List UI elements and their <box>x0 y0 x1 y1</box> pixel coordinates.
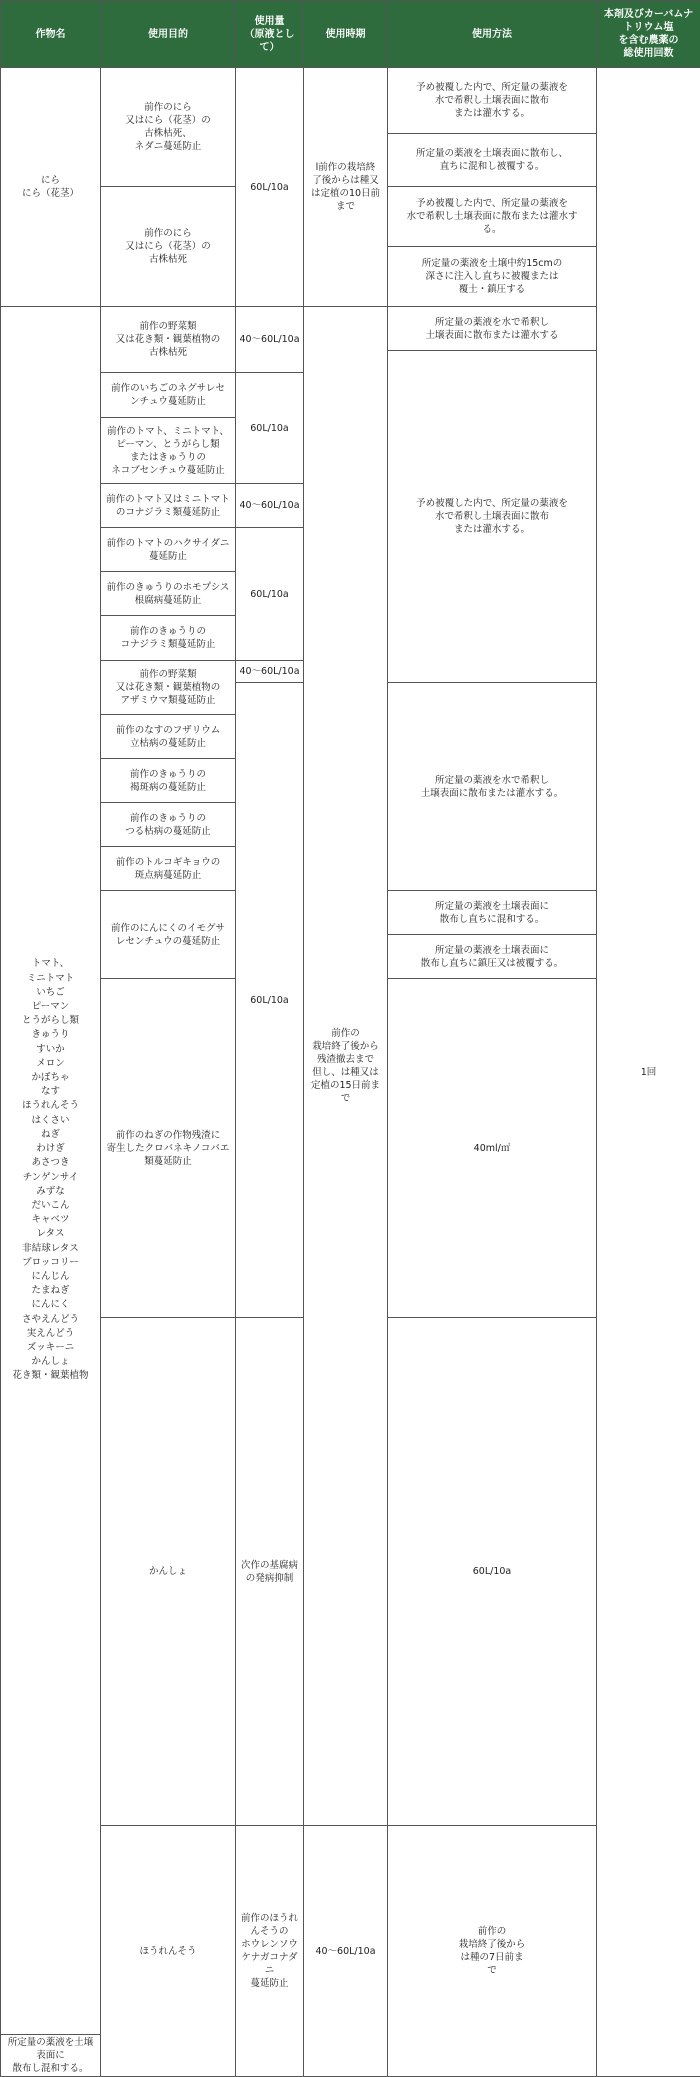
amount-cell: 60L/10a <box>236 683 304 1318</box>
amount-cell: 40～60L/10a <box>236 661 304 683</box>
timing-cell: 前作の 栽培終了後から は種の7日前ま で <box>388 1826 597 2077</box>
method-cell: 予め被覆した内で、所定量の薬液を 水で希釈し土壌表面に散布 または灌水する。 <box>388 68 597 134</box>
purpose-cell: 前作のいちごのネグサレセ ンチュウ蔓延防止 <box>101 373 236 418</box>
crop-cell: ほうれんそう <box>101 1826 236 2077</box>
method-cell: 予め被覆した内で、所定量の薬液を 水で希釈し土壌表面に散布または灌水す る。 <box>388 187 597 247</box>
timing-cell: 前作の 栽培終了後から 残渣撤去まで 但し、は種又は 定植の15日前ま で <box>304 307 388 1826</box>
table-row <box>1 68 700 134</box>
crop-cell: かんしょ <box>101 1318 236 1826</box>
purpose-cell: 前作のきゅうりの コナジラミ類蔓延防止 <box>101 616 236 661</box>
purpose-cell: 前作のきゅうりのホモプシス 根腐病蔓延防止 <box>101 572 236 616</box>
purpose-cell: 前作のにら 又はにら（花茎）の 古株枯死、 ネダニ蔓延防止 <box>101 68 236 187</box>
purpose-cell: 前作のにんにくのイモグサ レセンチュウの蔓延防止 <box>101 891 236 979</box>
amount-cell: 40～60L/10a <box>236 484 304 528</box>
method-cell: 所定量の薬液を土壌中約15cmの 深さに注入し直ちに被覆または 覆土・鎮圧する <box>388 247 597 307</box>
purpose-cell: 前作のきゅうりの 褐斑病の蔓延防止 <box>101 759 236 803</box>
header-timing: 使用時期 <box>304 1 388 68</box>
purpose-cell: 前作のトマト、ミニトマト、 ピーマン、とうがらし類 またはきゅうりの ネコブセンチュウ蔓延防止 <box>101 418 236 484</box>
amount-cell: 40～60L/10a <box>236 307 304 373</box>
amount-cell: 40～60L/10a <box>304 1826 388 2077</box>
header-purpose: 使用目的 <box>101 1 236 68</box>
method-cell: 所定量の薬液を土壌表面に 散布し直ちに鎮圧又は被覆する。 <box>388 935 597 979</box>
purpose-cell: 前作のトマトのハクサイダニ 蔓延防止 <box>101 528 236 572</box>
purpose-cell: 前作のきゅうりの つる枯病の蔓延防止 <box>101 803 236 847</box>
crop-cell: トマト、 ミニトマト いちご ピーマン とうがらし類 きゅうり すいか メロン かぼちゃ なす ほうれんそう はくさい ねぎ わけぎ あさつき チンゲンサイ みずな だいこん キャベツ レタス 非結球レタス ブロッコリー にんじん たまねぎ にんにく さやえんどう 実えんどう ズッキーニ かんしょ 花き類・観葉植物 <box>1 307 101 2035</box>
purpose-cell: 前作のほうれんそうの ホウレンソウケナガコナダニ 蔓延防止 <box>236 1826 304 2077</box>
method-cell: 所定量の薬液を水で希釈し 土壌表面に散布または灌水する <box>388 307 597 351</box>
purpose-cell: 前作の野菜類 又は花き類・観葉植物の アザミウマ類蔓延防止 <box>101 661 236 715</box>
amount-cell: 60L/10a <box>388 1318 597 1826</box>
purpose-cell: 前作のトマト又はミニトマト のコナジラミ類蔓延防止 <box>101 484 236 528</box>
purpose-cell: 前作のなすのフザリウム 立枯病の蔓延防止 <box>101 715 236 759</box>
header-total-uses: 本剤及びカーバムナ トリウム塩 を含む農薬の 総使用回数 <box>597 1 700 68</box>
timing-cell: l前作の栽培終 了後からは種又 は定植の10日前 まで <box>304 68 388 307</box>
amount-cell: 40ml/㎡ <box>388 979 597 1318</box>
method-cell: 所定量の薬液を土壌表面に 散布し直ちに混和する。 <box>388 891 597 935</box>
header-amount: 使用量 （原液とし て） <box>236 1 304 68</box>
header-row <box>1 1 700 68</box>
purpose-cell: 前作のねぎの作物残渣に 寄生したクロバネキノコバエ 類蔓延防止 <box>101 979 236 1318</box>
method-cell: 予め被覆した内で、所定量の薬液を 水で希釈し土壌表面に散布 または灌水する。 <box>388 351 597 683</box>
table-row <box>1 1826 700 2035</box>
crop-cell: にら にら（花茎） <box>1 68 101 307</box>
method-cell: 所定量の薬液を土壌表面に 散布し混和する。 <box>1 2035 101 2077</box>
method-cell: 所定量の薬液を土壌表面に散布し、 直ちに混和し被覆する。 <box>388 134 597 187</box>
table-row <box>1 307 700 351</box>
header-crop: 作物名 <box>1 1 101 68</box>
method-cell: 所定量の薬液を水で希釈し 土壌表面に散布または灌水する。 <box>388 683 597 891</box>
amount-cell: 60L/10a <box>236 373 304 484</box>
purpose-cell: 前作の野菜類 又は花き類・観葉植物の 古株枯死 <box>101 307 236 373</box>
header-method: 使用方法 <box>388 1 597 68</box>
purpose-cell: 前作のトルコギキョウの 斑点病蔓延防止 <box>101 847 236 891</box>
purpose-cell: 前作のにら 又はにら（花茎）の 古株枯死 <box>101 187 236 307</box>
total-uses-cell: 1回 <box>597 68 700 2077</box>
purpose-cell: 次作の基腐病の発病抑制 <box>236 1318 304 1826</box>
amount-cell: 60L/10a <box>236 528 304 661</box>
amount-cell: 60L/10a <box>236 68 304 307</box>
